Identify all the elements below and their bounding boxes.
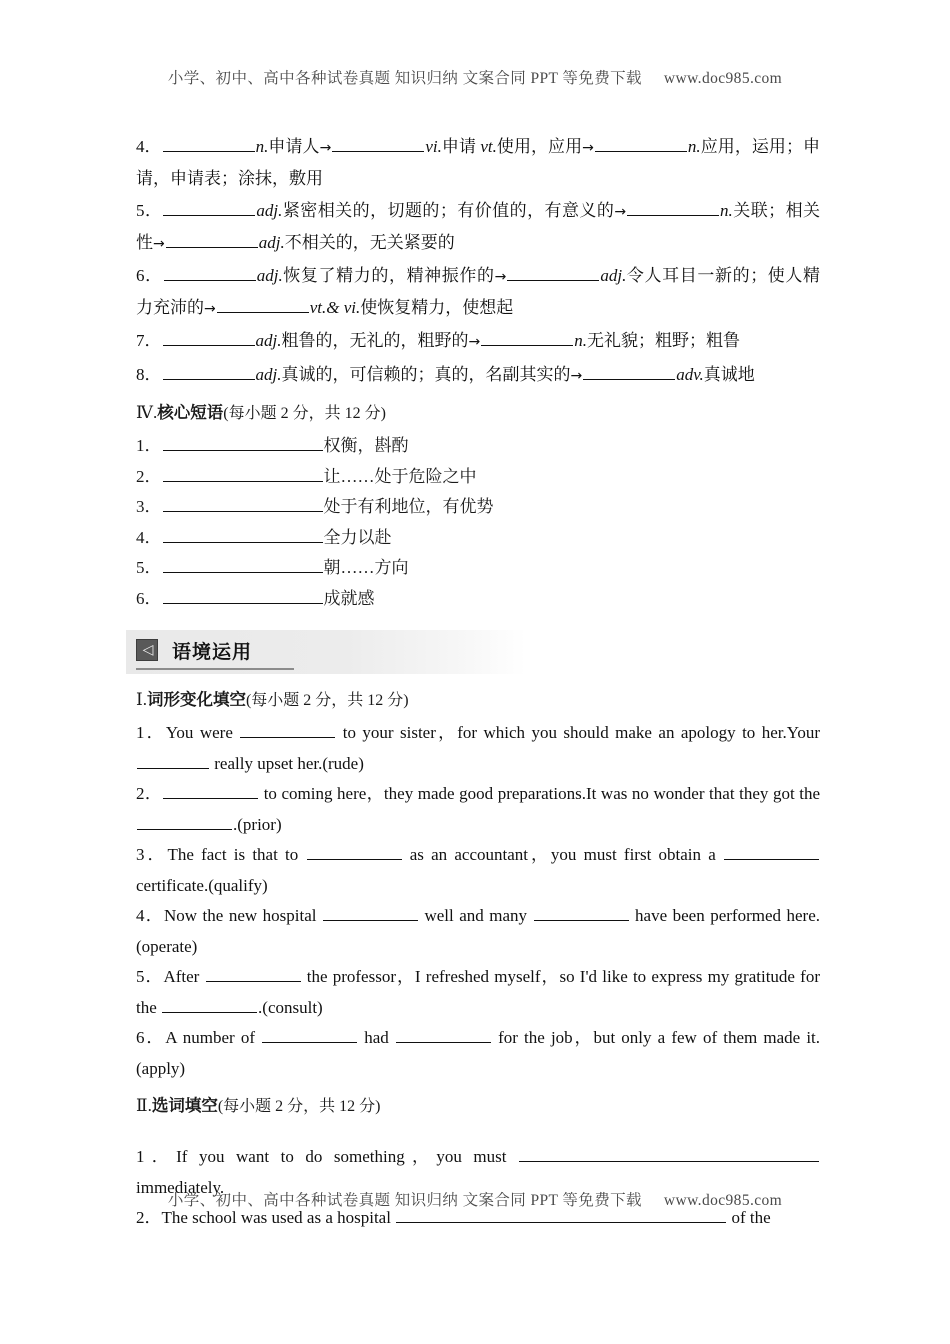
exercise1-list xyxy=(136,718,820,1084)
sentence-text: had xyxy=(358,1028,395,1047)
definition-text: 恢复了精力的，精神振作的 xyxy=(282,266,495,285)
answer-blank[interactable] xyxy=(163,558,323,573)
answer-blank[interactable] xyxy=(163,331,255,346)
phrase-list xyxy=(136,431,820,614)
answer-blank[interactable] xyxy=(396,1028,491,1043)
section-heading-word-choice xyxy=(136,1090,820,1122)
sentence-text: A number of xyxy=(165,1028,262,1047)
banner-badge-icon xyxy=(136,639,158,661)
phrase-meaning: 处于有利地位，有优势 xyxy=(323,497,494,516)
watermark-url-footer: www.doc985.com xyxy=(663,1192,783,1209)
arrow-icon: → xyxy=(319,140,332,156)
watermark-footer xyxy=(0,1188,950,1210)
part-of-speech: vi. xyxy=(425,137,442,156)
sentence-text: Now the new hospital xyxy=(164,906,322,925)
watermark-url: www.doc985.com xyxy=(663,70,783,87)
item-number: 7． xyxy=(136,331,162,350)
section-title: 核心短语 xyxy=(157,403,224,422)
sentence-text: well and many xyxy=(418,906,533,925)
exercise-item xyxy=(136,718,820,779)
vocabulary-list xyxy=(136,132,820,391)
part-of-speech: vt. xyxy=(480,137,497,156)
definition-text: 申请人 xyxy=(268,137,320,156)
part-of-speech: adj. xyxy=(255,331,282,350)
answer-blank[interactable] xyxy=(323,906,418,921)
answer-blank[interactable] xyxy=(162,998,257,1013)
document-content xyxy=(136,132,820,1234)
sentence-text: immediately. xyxy=(136,1177,225,1197)
item-number: 5． xyxy=(136,967,164,986)
item-number: 8． xyxy=(136,364,162,384)
vocabulary-item xyxy=(136,132,820,194)
sentence-text: The fact is that to xyxy=(167,845,306,864)
definition-text: 申请 xyxy=(441,137,481,156)
arrow-icon: → xyxy=(614,204,627,220)
phrase-meaning: 全力以赴 xyxy=(323,527,392,547)
part-of-speech: adj. xyxy=(255,364,282,384)
sentence-text: for the job，but only a few of them made it.(apply) xyxy=(136,1028,821,1078)
arrow-icon: → xyxy=(494,269,507,285)
item-number: 6． xyxy=(136,266,163,285)
sentence-text: .(prior) xyxy=(233,814,282,834)
item-number: 3． xyxy=(136,845,168,864)
answer-blank[interactable] xyxy=(166,233,258,248)
answer-blank[interactable] xyxy=(217,298,309,313)
vocabulary-item xyxy=(136,326,820,358)
section-heading-core-phrases xyxy=(136,397,820,429)
answer-blank[interactable] xyxy=(137,815,232,830)
answer-blank[interactable] xyxy=(583,365,675,380)
banner-underline xyxy=(136,668,294,670)
exercise1-dot: . xyxy=(142,690,147,709)
item-number: 1． xyxy=(136,436,162,455)
exercise1-numeral: Ⅰ xyxy=(136,690,143,709)
answer-blank[interactable] xyxy=(534,906,629,921)
answer-blank[interactable] xyxy=(627,201,719,216)
phrase-item xyxy=(136,492,820,523)
answer-blank[interactable] xyxy=(137,754,209,769)
exercise2-title: 选词填空 xyxy=(151,1096,218,1115)
definition-text: 不相关的，无关紧要的 xyxy=(284,232,455,252)
item-number: 2． xyxy=(136,466,162,486)
exercise2-dot: . xyxy=(147,1096,152,1115)
answer-blank[interactable] xyxy=(163,436,323,451)
answer-blank[interactable] xyxy=(163,201,255,216)
exercise-item xyxy=(136,840,820,901)
answer-blank[interactable] xyxy=(307,845,402,860)
definition-text: 真诚的，可信赖的；真的，名副其实的 xyxy=(281,364,571,384)
arrow-icon: → xyxy=(153,235,165,252)
exercise-item xyxy=(136,1023,820,1084)
item-number: 5． xyxy=(136,558,162,577)
answer-blank[interactable] xyxy=(240,723,335,738)
section-score: (每小题 2 分，共 12 分) xyxy=(223,405,386,422)
phrase-item xyxy=(136,431,820,462)
section-heading-word-form xyxy=(136,684,820,716)
sentence-text: .(consult) xyxy=(258,997,323,1017)
sentence-text: certificate.(qualify) xyxy=(136,875,268,895)
arrow-icon: → xyxy=(570,367,583,384)
item-number: 2． xyxy=(136,784,163,803)
exercise-item xyxy=(136,901,820,962)
answer-blank[interactable] xyxy=(595,137,687,152)
sentence-text: The school was used as a hospital xyxy=(161,1208,396,1227)
arrow-icon: → xyxy=(204,300,216,317)
definition-text: 粗鲁的，无礼的，粗野的 xyxy=(281,331,469,350)
sentence-text: as an accountant，you must first obtain a xyxy=(402,845,723,864)
part-of-speech: n. xyxy=(687,137,701,156)
sentence-text: the professor，I refreshed myself，so I'd like to express my gratitude for the xyxy=(136,967,820,1017)
phrase-meaning: 朝……方向 xyxy=(323,558,409,577)
exercise1-score: (每小题 2 分，共 12 分) xyxy=(245,692,409,709)
banner-title: 语境运用 xyxy=(172,641,253,663)
watermark-header xyxy=(0,66,950,88)
definition-text: 令人耳目一新的；使人精力充沛的 xyxy=(136,266,821,317)
definition-text: 使恢复精力，使想起 xyxy=(360,297,514,317)
definition-text: 无礼貌；粗野；粗鲁 xyxy=(586,331,740,350)
answer-blank[interactable] xyxy=(163,784,258,799)
part-of-speech: adj. xyxy=(256,201,283,220)
phrase-item xyxy=(136,584,820,615)
definition-text: 应用，运用；申请，申请表；涂抹，敷用 xyxy=(136,137,821,188)
item-number: 6． xyxy=(136,588,162,608)
answer-blank[interactable] xyxy=(164,266,256,281)
sentence-text: have been performed here.(operate) xyxy=(136,906,821,956)
part-of-speech: n. xyxy=(255,137,269,156)
watermark-text-footer: 小学、初中、高中各种试卷真题 知识归纳 文案合同 PPT 等免费下载 xyxy=(167,1192,642,1209)
phrase-meaning: 成就感 xyxy=(323,588,375,608)
definition-text: 紧密相关的，切题的；有价值的，有意义的 xyxy=(282,201,615,220)
phrase-meaning: 让……处于危险之中 xyxy=(323,466,477,486)
part-of-speech: adj. xyxy=(256,266,283,285)
exercise1-title: 词形变化填空 xyxy=(146,690,246,709)
sentence-text: After xyxy=(163,967,205,986)
phrase-item xyxy=(136,553,820,584)
part-of-speech: adj. xyxy=(258,232,285,252)
section-numeral: Ⅳ xyxy=(136,403,153,422)
vocabulary-item xyxy=(136,261,820,324)
part-of-speech: vt.& vi. xyxy=(309,297,361,317)
arrow-icon: → xyxy=(582,140,594,156)
answer-blank[interactable] xyxy=(396,1208,726,1223)
section-dot: . xyxy=(152,403,158,422)
definition-text: 使用，应用 xyxy=(496,137,583,156)
answer-blank[interactable] xyxy=(163,528,323,543)
item-number: 4． xyxy=(136,527,162,547)
arrow-icon: → xyxy=(468,334,481,350)
part-of-speech: adv. xyxy=(676,364,704,384)
item-number: 1． xyxy=(136,723,166,742)
exercise2-score: (每小题 2 分，共 12 分) xyxy=(217,1098,381,1115)
sentence-text: of the xyxy=(727,1208,771,1227)
section-banner-context-usage xyxy=(136,630,820,674)
exercise-item xyxy=(136,962,820,1023)
answer-blank[interactable] xyxy=(163,589,323,604)
answer-blank[interactable] xyxy=(206,967,301,982)
sentence-text: to your sister，for which you should make an apology to her.Your xyxy=(336,723,820,742)
watermark-text: 小学、初中、高中各种试卷真题 知识归纳 文案合同 PPT 等免费下载 xyxy=(167,70,642,87)
answer-blank[interactable] xyxy=(519,1147,819,1162)
item-number: 4． xyxy=(136,906,164,925)
exercise-item xyxy=(136,779,820,840)
part-of-speech: n. xyxy=(720,201,733,220)
item-number: 5． xyxy=(136,201,163,220)
banner-badge-glyph: ◁ xyxy=(142,642,154,658)
answer-blank[interactable] xyxy=(507,266,599,281)
phrase-item xyxy=(136,523,820,554)
sentence-text: to coming here，they made good preparations.It was no wonder that they got the xyxy=(259,784,820,803)
answer-blank[interactable] xyxy=(332,137,424,152)
item-number: 6． xyxy=(136,1028,166,1047)
definition-text: 真诚地 xyxy=(703,364,755,384)
phrase-item xyxy=(136,462,820,493)
part-of-speech: n. xyxy=(574,331,587,350)
answer-blank[interactable] xyxy=(163,137,255,152)
item-number: 2． xyxy=(136,1208,162,1227)
answer-blank[interactable] xyxy=(481,331,573,346)
vocabulary-item xyxy=(136,360,820,392)
phrase-meaning: 权衡，斟酌 xyxy=(323,436,409,455)
vocabulary-item xyxy=(136,196,820,259)
answer-blank[interactable] xyxy=(724,845,819,860)
answer-blank[interactable] xyxy=(262,1028,357,1043)
item-number: 1． xyxy=(136,1147,177,1166)
sentence-text: really upset her.(rude) xyxy=(210,753,364,773)
answer-blank[interactable] xyxy=(163,497,323,512)
answer-blank[interactable] xyxy=(163,365,255,380)
answer-blank[interactable] xyxy=(163,467,323,482)
sentence-text: You were xyxy=(165,723,240,742)
exercise2-numeral: Ⅱ xyxy=(136,1096,148,1115)
sentence-text: If you want to do something，you must xyxy=(176,1147,518,1166)
definition-text: 关联；相关性 xyxy=(136,201,821,252)
item-number: 4． xyxy=(136,137,162,156)
item-number: 3． xyxy=(136,497,162,516)
part-of-speech: adj. xyxy=(600,266,627,285)
